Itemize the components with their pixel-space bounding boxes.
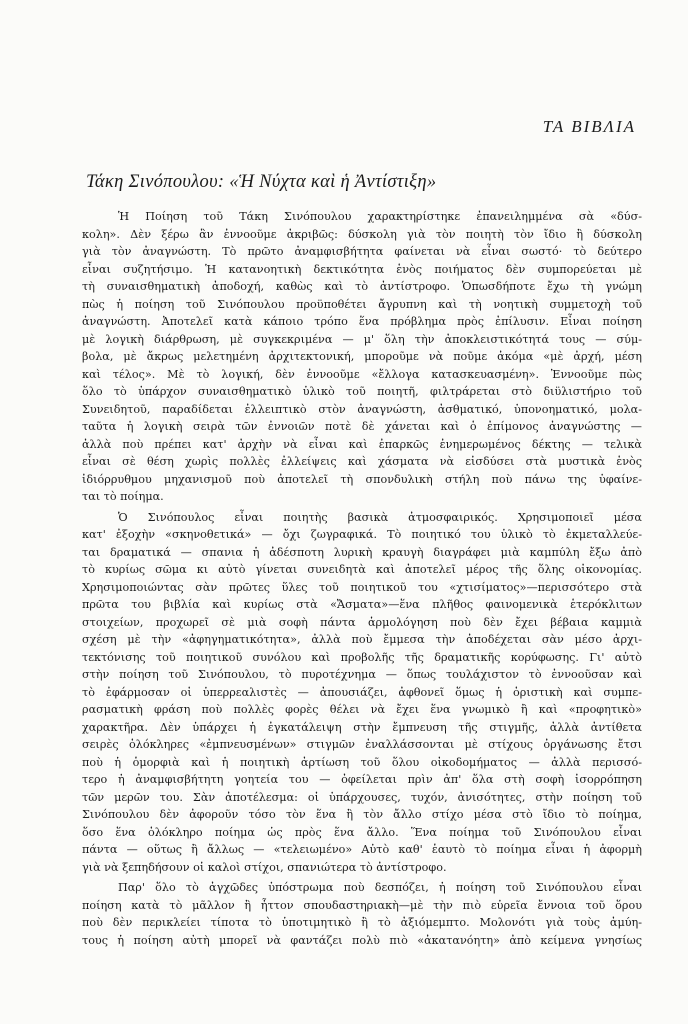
text-line: πὼς ἡ ποίηση τοῦ Σινόπουλου προϋποθέτει ἄγρυπνη καὶ τὴ νοητικὴ συμμετοχὴ τοῦ	[82, 297, 642, 311]
text-line: ποὺ δὲν περικλείει τίποτα τὸ ὑποτιμητικὸ ἢ τὸ ἀξιόμεμπτο. Μολονότι γιὰ τοὺς ἀμύη-	[82, 916, 642, 929]
paragraph	[82, 879, 642, 949]
text-line: Ὁ Σινόπουλος εἶναι ποιητὴς βασικὰ ἀτμοσφαιρικός. Χρησιμοποιεῖ μέσα	[118, 510, 642, 524]
text-line: τὸ ἐφάρμοσαν οἱ ὑπερρεαλιστὲς — ἀπουσιάζει, ἀφθονεῖ ὅμως ἡ ὁριστικὴ καὶ συμπε-	[82, 685, 642, 699]
text-line: Ἡ Ποίηση τοῦ Τάκη Σινόπουλου χαρακτηρίστηκε ἐπανειλημμένα σὰ «δύσ-	[118, 210, 642, 223]
text-line: Παρ' ὅλο τὸ ἀγχῶδες ὑπόστρωμα ποὺ δεσπόζει, ἡ ποίηση τοῦ Σινόπουλου εἶναι	[118, 881, 642, 894]
text-line: γιὰ τὸν ἀναγνώστη. Τὸ πρῶτο ἀναμφισβήτητα φαίνεται νὰ εἶναι σωστό· τὸ δεύτερο	[82, 245, 642, 258]
article-title: Τάκη Σινόπουλου: «Ἡ Νύχτα καὶ ἡ Ἀντίστιξη»	[86, 172, 437, 192]
text-line: ταῦτα ἡ λογικὴ σειρὰ τῶν ἐννοιῶν ποτὲ δὲ χάνεται καὶ ὁ ἐπίμονος ἀναγνώστης —	[82, 420, 642, 433]
text-line: εἶναι σὲ θέση χωρὶς πολλὲς ἐλλείψεις καὶ χάσματα νὰ εἰσδύσει στὰ μυστικὰ ἑνὸς	[82, 455, 642, 468]
text-line: χαρακτῆρα. Δὲν ὑπάρχει ἡ ἐγκατάλειψη στὴν ἔμπνευση τῆς στιγμῆς, ἀλλὰ ἀντίθετα	[82, 720, 642, 734]
running-head: ΤΑ ΒΙΒΛΙΑ	[542, 117, 636, 136]
text-line: ρασματικὴ φράση ποὺ πολλὲς φορὲς θέλει νὰ ἔχει ἕνα γνωμικὸ ἢ καὶ «προφητικὸ»	[82, 703, 642, 716]
text-line: καὶ τέλος». Μὲ τὸ λογική, δὲν ἐννοοῦμε «ἔλλογα κατασκευασμένη». Ἐννοοῦμε πὼς	[82, 367, 642, 381]
text-line: ται τὸ ποίημα.	[82, 490, 164, 503]
text-line: ἰδιόρρυθμου μηχανισμοῦ ποὺ ἀποτελεῖ τὴ σπονδυλικὴ στήλη ποὺ πάνω της ὑφαίνε-	[82, 472, 642, 486]
text-line: τεκτόνισης τοῦ ποιητικοῦ συνόλου καὶ προβολῆς τῆς δραματικῆς κορύφωσης. Γι' αὐτὸ	[82, 650, 642, 664]
text-line: μὲ λογικὴ διάρθρωση, μὲ συγκεκριμένα — μ' ὅλη τὴν ἀποκλειστικότητά τους — σύμ-	[82, 332, 642, 346]
paragraph	[82, 509, 642, 877]
text-line: ὅσο ἕνα ὁλόκληρο ποίημα ὡς πρὸς ἕνα ἄλλο. Ἕνα ποίημα τοῦ Σινόπουλου εἶναι	[82, 825, 642, 839]
text-line: ἀλλὰ ποὺ πρέπει κατ' ἀρχὴν νὰ εἶναι καὶ ἐπαρκῶς ἐνημερωμένος δέκτης — τελικὰ	[82, 437, 642, 451]
text-line: ποίηση κατὰ τὸ μᾶλλον ἢ ἧττον σπουδαστηριακὴ—μὲ τὴν πιὸ εὐρεῖα ἔννοια τοῦ ὅρου	[82, 898, 642, 912]
text-line: στὴν ποίηση τοῦ Σινόπουλου, τὸ πυροτέχνημα — ὅπως τουλάχιστον τὸ ἐννοοῦσαν καὶ	[82, 668, 642, 681]
text-line: τὴ συναισθηματικὴ ἀποδοχή, καθὼς καὶ τὸ ἀντίστροφο. Ὁπωσδήποτε ἔχω τὴ γνώμη	[82, 280, 642, 293]
text-line: ποὺ ἡ ὁμορφιὰ καὶ ἡ ποιητικὴ ἀρτίωση τοῦ ὅλου οἰκοδομήματος — ἀλλὰ περισσό-	[82, 755, 642, 769]
text-line: κατ' ἐξοχὴν «σκηνοθετικά» — ὄχι ζωγραφικά. Τὸ ποιητικό του ὑλικὸ τὸ ἐκμεταλλεύε-	[82, 528, 642, 541]
text-line: τὸ κυρίως σῶμα κι αὐτὸ γίνεται συνειδητὰ καὶ ἀποτελεῖ μέρος τῆς ὅλης οἰκονομίας.	[82, 563, 642, 576]
text-line: Σινόπουλου δὲν ἀφοροῦν τόσο τὸν ἕνα ἢ τὸν ἄλλο στίχο μέσα στὸ ἴδιο τὸ ποίημα,	[82, 808, 642, 821]
text-line: Συνειδητοῦ, παραδίδεται ἐλλειπτικὸ στὸν ἀναγνώστη, ἀσθματικό, ὑπονοηματικό, μολα-	[82, 402, 642, 416]
text-line: ἀναγνώστη. Ἀποτελεῖ κατὰ κάποιο τρόπο ἕνα πρόβλημα πρὸς ἐπίλυσιν. Εἶναι ποίηση	[82, 315, 642, 328]
text-line: ὅλο τὸ ὑπάρχον συναισθηματικὸ ὑλικὸ τοῦ ποιητῆ, φιλτράρεται στὸ διϋλιστήριο τοῦ	[82, 385, 642, 398]
text-line: ται δραματικά — σπανια ἡ ἀδέσποτη λυρικὴ κραυγὴ διαγράφει μιὰ καμπύλη ἔξω ἀπὸ	[82, 545, 642, 559]
text-line: σχέση μὲ τὴν «ἀφηγηματικότητα», ἀλλὰ ποὺ ἔμμεσα τὴν ἀποδέχεται σὰν μέσο ἀρχι-	[82, 633, 642, 646]
text-line: γιὰ νὰ ξεπηδήσουν οἱ καλοὶ στίχοι, σπανιώτερα τὸ ἀντίστροφο.	[82, 860, 447, 874]
text-line: στοιχείων, προχωρεῖ σὲ μιὰ σοφὴ πάντα ἁρμολόγηση ποὺ δὲν ἔχει βέβαια καμμιὰ	[82, 615, 642, 629]
text-line: πάντα — οὕτως ἢ ἄλλως — «τελειωμένο» Αὐτὸ καθ' ἑαυτὸ τὸ ποίημα εἶναι ἡ ἀφορμὴ	[82, 843, 642, 856]
text-line: βολα, μὲ ἄκρως μελετημένη ἀρχιτεκτονική, μποροῦμε νὰ ποῦμε ἀκόμα «μὲ ἀρχή, μέση	[82, 350, 642, 363]
text-line: κολη». Δὲν ξέρω ἂν ἐννοοῦμε ἀκριβῶς: δύσκολη γιὰ τὸν ποιητὴ τὸν ἴδιο ἢ δύσκολη	[82, 227, 642, 241]
text-line: πρῶτα του βιβλία καὶ κυρίως στὰ «Ἄσματα»—ἕνα πλῆθος φαινομενικὰ ἑτερόκλιτων	[82, 598, 642, 611]
text-line: τους ἡ ποίηση αὐτὴ μπορεῖ νὰ φαντάζει πολὺ πιὸ «ἀκατανόητη» ἀπὸ κείμενα γνησίως	[82, 933, 642, 947]
paragraph	[82, 208, 642, 506]
text-line: τῶν μερῶν του. Σὰν ἀποτέλεσμα: οἱ ὑπάρχουσες, τυχόν, ἀνισότητες, στὴν ποίηση τοῦ	[82, 790, 642, 804]
text-line: εἶναι συζητήσιμο. Ἡ κατανοητικὴ δεκτικότητα ἑνὸς ποιήματος δὲν συμπορεύεται μὲ	[82, 262, 642, 276]
text-line: Χρησιμοποιώντας σὰν πρῶτες ὕλες τοῦ ποιητικοῦ του «χτισίματος»—περισσότερο στὰ	[82, 580, 642, 594]
article-body	[82, 208, 642, 949]
text-line: σειρὲς ὁλόκληρες «ἐμπνευσμένων» στιγμῶν ἐναλλάσσονται μὲ στίχους ὀργάνωσης ἔτσι	[82, 738, 642, 751]
text-line: τερο ἡ ἀναμφισβήτητη γοητεία του — ὀφείλεται πρὶν ἀπ' ὅλα στὴ σοφὴ ἰσορρόπηση	[82, 773, 642, 786]
